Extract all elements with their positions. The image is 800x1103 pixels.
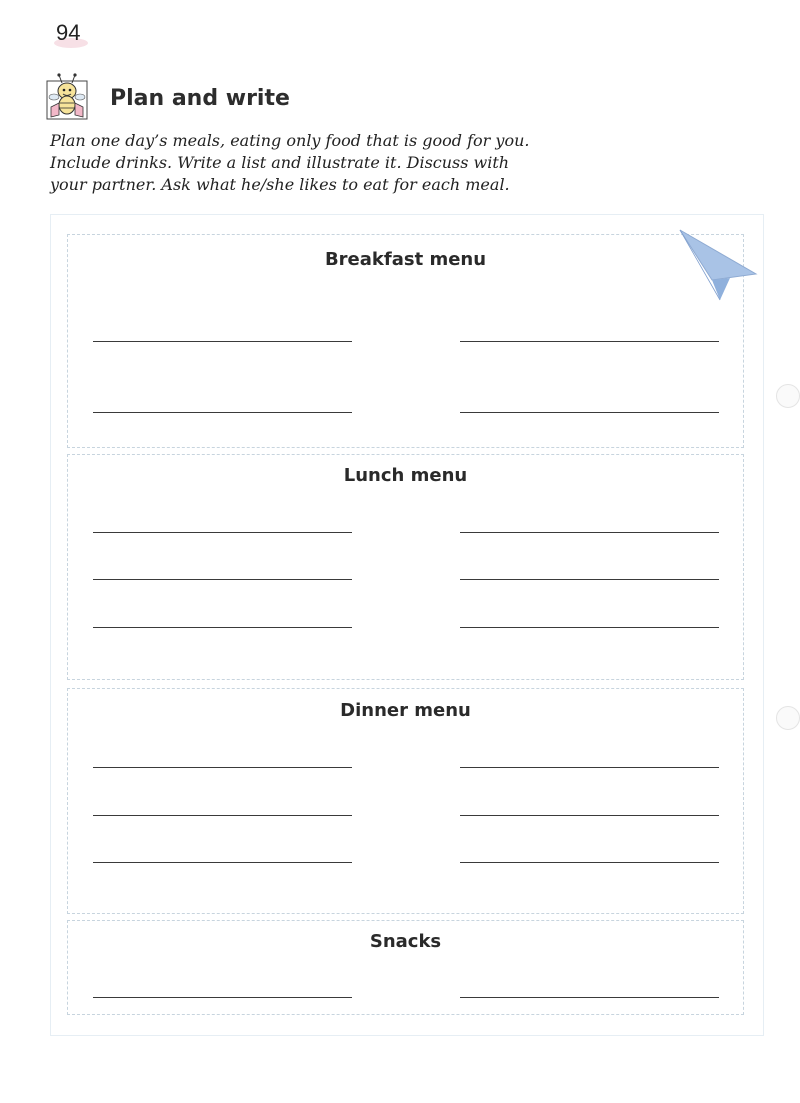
writing-line[interactable] — [460, 767, 719, 768]
instruction-line: Include drinks. Write a list and illustrate it. Discuss with — [50, 153, 510, 172]
section-title: Plan and write — [110, 86, 290, 111]
paper-plane-icon — [672, 222, 762, 302]
dinner-menu-box — [67, 688, 744, 914]
instructions — [50, 130, 550, 196]
writing-line[interactable] — [93, 341, 352, 342]
breakfast-menu-title: Breakfast menu — [324, 249, 487, 270]
dinner-menu-title: Dinner menu — [340, 700, 471, 721]
writing-line[interactable] — [460, 862, 719, 863]
writing-line[interactable] — [93, 767, 352, 768]
lunch-menu-title: Lunch menu — [343, 465, 468, 486]
writing-line[interactable] — [93, 579, 352, 580]
writing-line[interactable] — [93, 997, 352, 998]
breakfast-menu-box — [67, 234, 744, 448]
instruction-line: Plan one day’s meals, eating only food that is good for you. — [50, 131, 530, 150]
writing-line[interactable] — [460, 532, 719, 533]
writing-line[interactable] — [460, 627, 719, 628]
writing-line[interactable] — [93, 532, 352, 533]
writing-line[interactable] — [93, 862, 352, 863]
writing-line[interactable] — [460, 341, 719, 342]
writing-line[interactable] — [460, 997, 719, 998]
writing-line[interactable] — [460, 815, 719, 816]
writing-line[interactable] — [93, 412, 352, 413]
snacks-box — [67, 920, 744, 1015]
instruction-line: your partner. Ask what he/she likes to eat for each meal. — [50, 175, 510, 194]
writing-line[interactable] — [460, 412, 719, 413]
page-number: 94 — [56, 20, 81, 45]
lunch-menu-box — [67, 454, 744, 680]
bee-reading-icon — [46, 73, 90, 121]
writing-line[interactable] — [460, 579, 719, 580]
punch-hole — [776, 384, 800, 408]
snacks-title: Snacks — [369, 931, 442, 952]
punch-hole — [776, 706, 800, 730]
writing-line[interactable] — [93, 627, 352, 628]
writing-line[interactable] — [93, 815, 352, 816]
